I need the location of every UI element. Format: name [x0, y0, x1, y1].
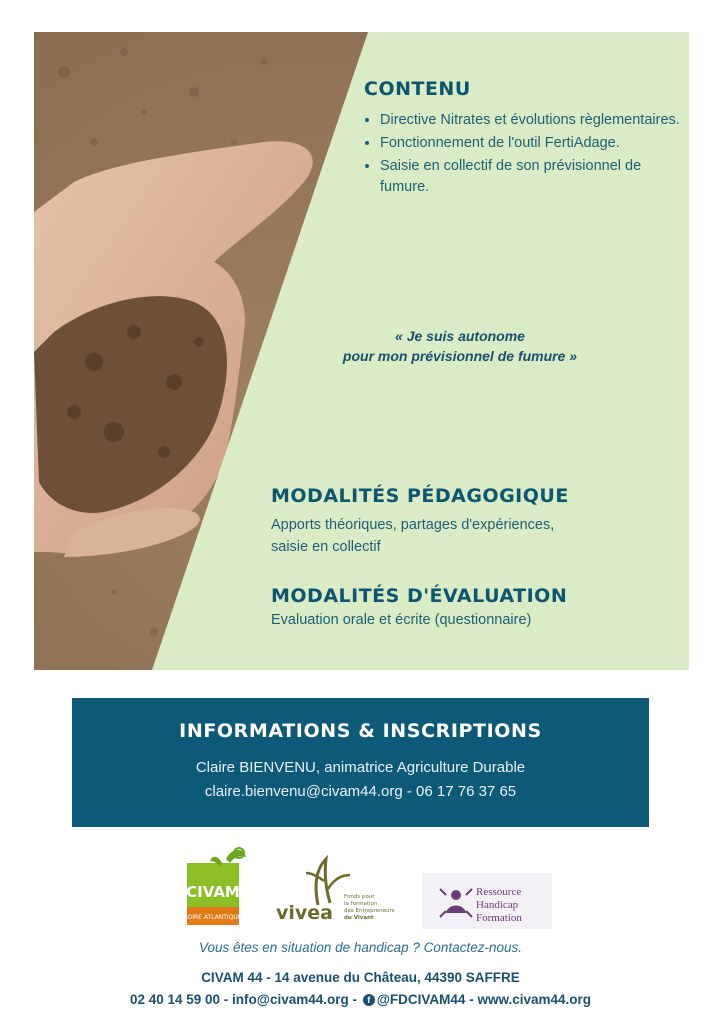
footer-contact: [0, 992, 721, 1007]
vivea-logo: [276, 859, 395, 924]
info-box: [72, 698, 649, 827]
contact-details[interactable]: claire.bienvenu@civam44.org - 06 17 76 37 65: [204, 783, 517, 800]
handicap-logo-line-3: Formation: [476, 912, 522, 924]
handicap-formation-logo: [422, 873, 552, 929]
quote-line-2: pour mon prévisionnel de fumure »: [342, 348, 578, 364]
facebook-icon: f: [363, 994, 375, 1006]
contenu-title: CONTENU: [364, 78, 471, 100]
pedagogique-line-1: Apports théoriques, partages d'expériences,: [271, 517, 555, 533]
list-item: • Fonctionnement de l'outil FertiAdage.: [380, 133, 680, 154]
list-item: • Saisie en collectif de son prévisionnel de fumure.: [380, 156, 680, 198]
vivea-tagline-1: Fonds pour: [344, 894, 375, 900]
civam-logo: [184, 848, 246, 925]
footer-website[interactable]: - www.civam44.org: [469, 992, 592, 1007]
partner-logos: [0, 845, 721, 930]
pedagogique-title: MODALITÉS PÉDAGOGIQUE: [271, 485, 569, 507]
handicap-logo-line-2: Handicap: [476, 899, 519, 911]
civam-logo-sub: LOIRE ATLANTIQUE: [184, 914, 242, 921]
handicap-notice: Vous êtes en situation de handicap ? Contactez-nous.: [199, 940, 522, 955]
evaluation-title: MODALITÉS D'ÉVALUATION: [271, 585, 568, 607]
info-title: INFORMATIONS & INSCRIPTIONS: [179, 720, 542, 742]
pedagogique-text: [271, 514, 631, 558]
footer-facebook[interactable]: @FDCIVAM44: [376, 992, 466, 1007]
evaluation-text: Evaluation orale et écrite (questionnaire): [271, 612, 532, 628]
pedagogique-line-2: saisie en collectif: [271, 539, 381, 555]
quote: [300, 326, 620, 366]
footer-phone-email[interactable]: 02 40 14 59 00 - info@civam44.org -: [129, 992, 357, 1007]
vivea-logo-name: vivea: [276, 902, 333, 924]
handicap-logo-line-1: Ressource: [476, 886, 522, 898]
vivea-tagline-2: la formation: [344, 901, 378, 907]
vivea-tagline-4: du Vivant: [344, 915, 374, 921]
list-item: • Directive Nitrates et évolutions règlementaires.: [380, 110, 680, 131]
contact-name: Claire BIENVENU, animatrice Agriculture Durable: [195, 759, 526, 776]
footer-address: CIVAM 44 - 14 avenue du Château, 44390 SAFFRE: [201, 970, 520, 985]
vivea-tagline-3: des Entrepreneurs: [344, 908, 395, 914]
quote-line-1: « Je suis autonome: [395, 328, 525, 344]
contenu-list: [364, 110, 680, 200]
civam-logo-name: CIVAM: [186, 883, 240, 901]
